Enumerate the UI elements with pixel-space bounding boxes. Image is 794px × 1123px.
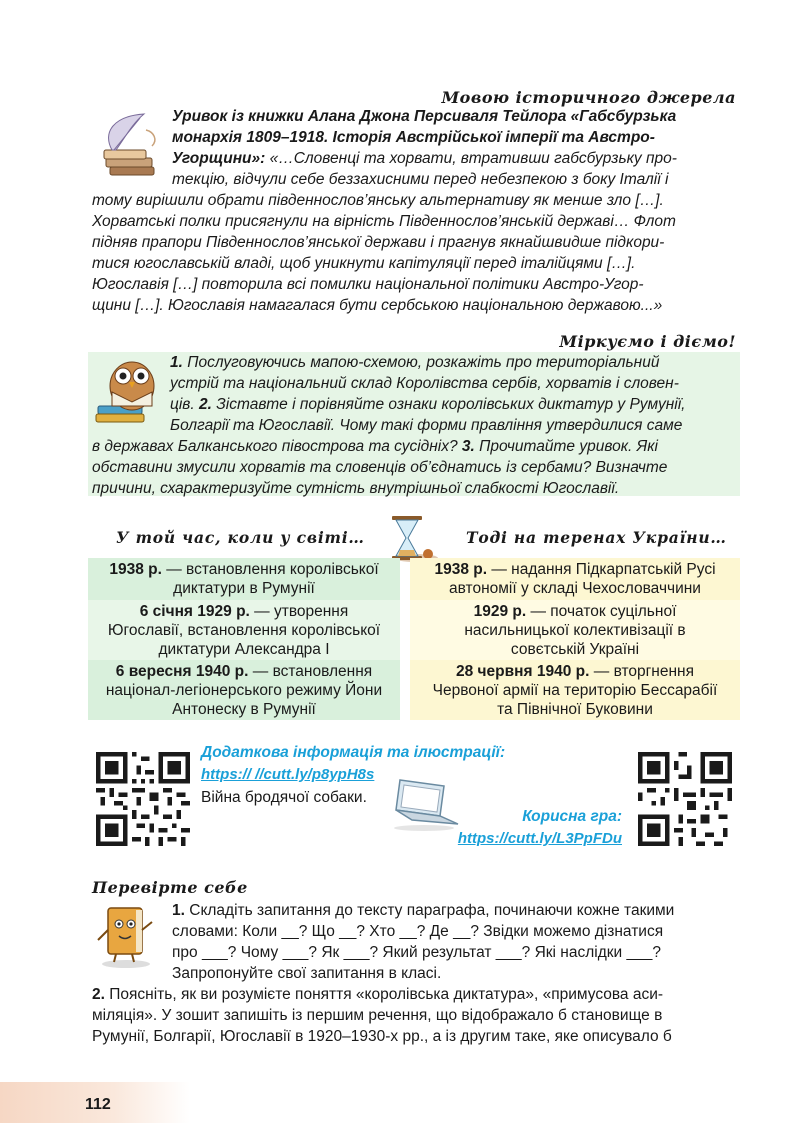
check-q2-number: 2. <box>92 986 105 1003</box>
event-text: Антонеску в Румунії <box>172 700 316 718</box>
think-line: обставини змусили хорватів та словенців об’єднатись із сербами? Визначте <box>92 459 668 476</box>
check-line: Поясніть, як ви розумієте поняття «королівська диктатура», «примусова аси- <box>104 986 664 1003</box>
source-line: підняв прапори Південнослов’янської держави і прагнув якнайшвидше підкори- <box>92 234 665 251</box>
qr-code-left[interactable] <box>96 752 190 846</box>
check-q2 <box>92 984 736 1047</box>
check-line: міляція». У зошит запишіть із першим речення, що відображало б становище в <box>92 1007 663 1024</box>
think-text <box>92 352 736 499</box>
source-line: Хорватські полки присягнули на вірність Південнослов’янській державі… Флот <box>92 213 676 230</box>
think-line: Болгарії та Югославії. Чому такі форми правління утвердилися саме <box>170 417 683 434</box>
event-text: диктатури в Румунії <box>173 580 315 597</box>
source-title-line-3: Угорщини»: <box>172 150 266 167</box>
source-title-line-2: монархія 1809–1918. Історія Австрійської імперії та Австро- <box>172 129 655 146</box>
source-text <box>92 106 736 316</box>
event-date: 1938 р. <box>109 561 162 578</box>
check-line: Запропонуйте свої запитання в класі. <box>172 965 442 982</box>
think-q3-number: 3. <box>461 438 475 455</box>
timeline-left-event <box>88 558 400 600</box>
event-text: та Північної Буковини <box>497 700 653 718</box>
source-line: Югославія […] повторила всі помилки національної політики Австро-Угор- <box>92 276 644 293</box>
event-text: націонал-легіонерського режиму Йони <box>105 681 383 699</box>
event-text: автономії у складі Чехословаччини <box>449 580 701 597</box>
event-text: — початок суцільної <box>526 602 677 620</box>
source-line-3-rest: «…Словенці та хорвати, втративши габсбурзьку про- <box>265 150 677 167</box>
event-text: совєтській Україні <box>510 640 640 658</box>
event-text: — встановлення королівської <box>161 561 379 578</box>
check-line: про ___? Чому ___? Як ___? Який результат ___? Які наслідки ___? <box>172 944 661 961</box>
source-line: тися югославській владі, щоб уникнути капітуляції перед італійцями […]. <box>92 255 636 272</box>
think-line: Послуговуючись мапою-схемою, розкажіть про територіальний <box>182 354 660 371</box>
event-date: 1938 р. <box>434 561 488 578</box>
source-heading: Мовою історичного джерела <box>441 88 736 107</box>
extra-info-link[interactable]: https:// //cutt.ly/p8ypH8s <box>201 766 375 783</box>
event-text: насильницької колективізації в <box>464 621 686 639</box>
timeline-left-event <box>88 660 400 720</box>
event-text: — надання Підкарпатській Русі <box>487 561 716 578</box>
think-line: причини, схарактеризуйте сутність внутрішньої слабкості Югославії. <box>92 480 620 497</box>
think-line: Зіставте і порівняйте ознаки королівських диктатур у Румунії, <box>211 396 686 413</box>
qr-code-right[interactable] <box>638 752 732 846</box>
check-line: Складіть запитання до тексту параграфа, починаючи кожне такими <box>184 902 675 919</box>
source-title-line-1: Уривок із книжки Алана Джона Персиваля Тейлора «Габсбурзька <box>172 108 677 125</box>
event-date: 6 січня 1929 р. <box>139 602 250 620</box>
book-character-illustration <box>92 900 160 970</box>
think-line: ців. <box>170 396 200 413</box>
timeline-left-heading: У той час, коли у світі… <box>116 528 365 547</box>
event-text: Югославії, встановлення королівської <box>107 621 381 639</box>
check-heading: Перевірте себе <box>92 878 248 897</box>
event-date: 1929 р. <box>473 602 527 620</box>
page-number: 112 <box>85 1096 111 1113</box>
useful-game-title: Корисна гра: <box>522 808 622 825</box>
event-text: — встановлення <box>248 662 373 680</box>
source-line: текцію, відчули себе беззахисними перед небезпекою з боку Італії і <box>172 171 669 188</box>
event-text: — вторгнення <box>589 662 694 680</box>
think-heading: Міркуємо і діємо! <box>559 332 736 351</box>
event-date: 6 вересня 1940 р. <box>115 662 249 680</box>
check-line: Румунії, Болгарії, Югославії в 1920–1930-х рр., а із другим таке, яке описувало б <box>92 1028 672 1045</box>
think-q1-number: 1. <box>170 354 183 371</box>
source-line: тому вирішили обрати південнослов’янську альтернативу як менше зло […]. <box>92 192 664 209</box>
useful-game-link[interactable]: https://cutt.ly/L3PpFDu <box>457 830 622 847</box>
event-date: 28 червня 1940 р. <box>456 662 590 680</box>
extra-info-caption: Війна бродячої собаки. <box>201 789 367 806</box>
timeline-right-event <box>410 660 740 720</box>
event-text: диктатури Александра I <box>158 640 330 658</box>
think-line: устрій та національний склад Королівства сербів, хорватів і словен- <box>170 375 679 392</box>
check-line: словами: Коли __? Що __? Хто __? Де __? Звідки можемо дізнатися <box>172 923 664 940</box>
timeline-right-event <box>410 558 740 600</box>
timeline-right-event <box>410 600 740 660</box>
timeline-left-event <box>88 600 400 660</box>
hourglass-icon <box>384 514 440 564</box>
check-q1 <box>172 900 736 984</box>
event-text: — утворення <box>249 602 349 620</box>
source-line: щини […]. Югославія намагалася бути сербською національною державою...» <box>92 297 663 314</box>
think-line: в державах Балканського півострова та сусідніх? <box>92 438 462 455</box>
extra-info-title: Додаткова інформація та ілюстрації: <box>201 744 506 761</box>
event-text: Червоної армії на територію Бессарабії <box>432 681 718 699</box>
think-q2-number: 2. <box>199 396 212 413</box>
check-q1-number: 1. <box>172 902 185 919</box>
laptop-illustration <box>384 776 464 832</box>
timeline-right-heading: Тоді на теренах України… <box>466 528 727 547</box>
think-line: Прочитайте уривок. Які <box>474 438 658 455</box>
